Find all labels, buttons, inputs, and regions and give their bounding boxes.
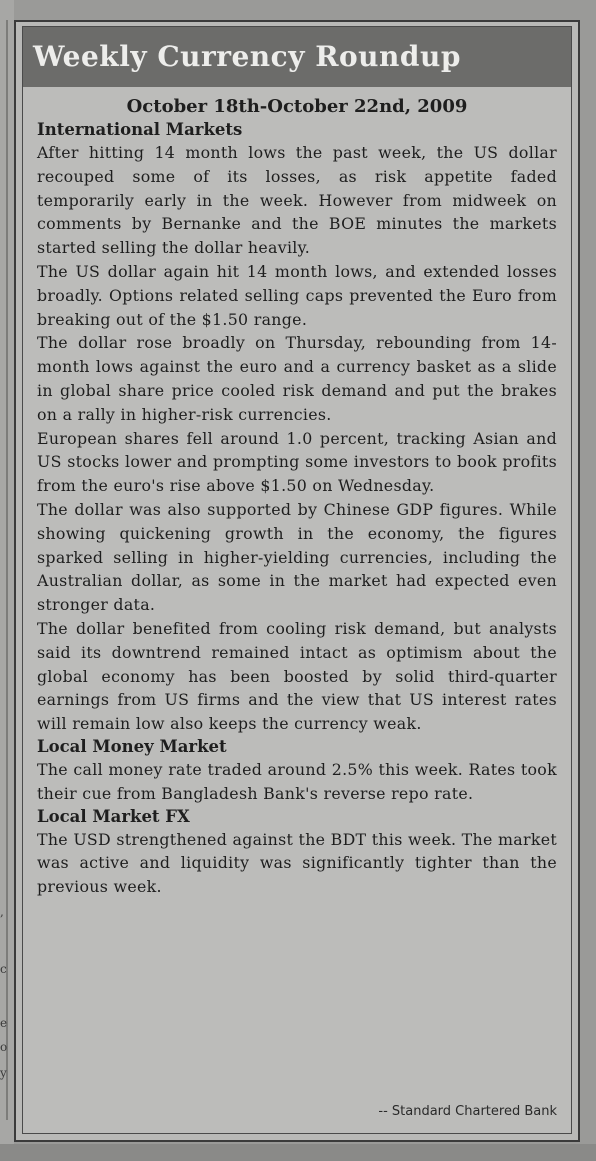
section-heading-market-fx: Local Market FX — [37, 806, 190, 826]
gutter-fragment: , — [0, 905, 4, 919]
section-heading-money-market: Local Money Market — [37, 736, 227, 756]
paragraph: The dollar benefited from cooling risk demand, but analysts said its downtrend remained intact as optimism about the global economy has been boosted by solid third-quarter earnings from US firms and the view that US interest rates will remain low also keeps the currency weak. — [37, 618, 557, 734]
section-heading-international: International Markets — [37, 120, 243, 139]
article-title-banner: Weekly Currency Roundup — [23, 27, 571, 87]
column-divider — [6, 20, 8, 1120]
paragraph: The call money rate traded around 2.5% this week. Rates took their cue from Bangladesh Bank's reverse repo rate. — [37, 759, 557, 803]
adjacent-column-gutter — [0, 0, 14, 1161]
paragraph: The USD strengthened against the BDT this week. The market was active and liquidity was significantly tighter than the previous week. — [37, 829, 557, 897]
paragraph: The dollar was also supported by Chinese GDP figures. While showing quickening growth in the economy, the figures sparked selling in higher-yielding currencies, including the Australian dollar, as some in the market had expected even stronger data. — [37, 499, 557, 615]
paragraph: The US dollar again hit 14 month lows, and extended losses broadly. Options related selling caps prevented the Euro from breaking out of the $1.50 range. — [37, 261, 557, 329]
gutter-fragment: o — [0, 1040, 8, 1054]
paragraph: European shares fell around 1.0 percent, tracking Asian and US stocks lower and prompting some investors to book profits from the euro's rise above $1.50 on Wednesday. — [37, 428, 557, 496]
gutter-fragment: c — [0, 962, 7, 976]
paragraph: After hitting 14 month lows the past week, the US dollar recouped some of its losses, as risk appetite faded temporarily early in the week. However from midweek on comments by Bernanke and the BOE minutes the markets started selling the dollar heavily. — [37, 143, 557, 258]
article-body — [37, 95, 557, 899]
gutter-fragment: e — [0, 1016, 8, 1030]
page-bottom-edge — [0, 1144, 596, 1161]
source-credit: -- Standard Chartered Bank — [378, 1104, 557, 1119]
paragraph: The dollar rose broadly on Thursday, rebounding from 14-month lows against the euro and a currency basket as a slide in global share price cooled risk demand and put the brakes on a rally in higher-risk currencies. — [37, 333, 557, 424]
article-inner-border — [22, 26, 572, 1134]
date-range: October 18th-October 22nd, 2009 — [126, 96, 468, 117]
gutter-fragment: y — [0, 1066, 7, 1080]
article-box — [14, 20, 580, 1142]
